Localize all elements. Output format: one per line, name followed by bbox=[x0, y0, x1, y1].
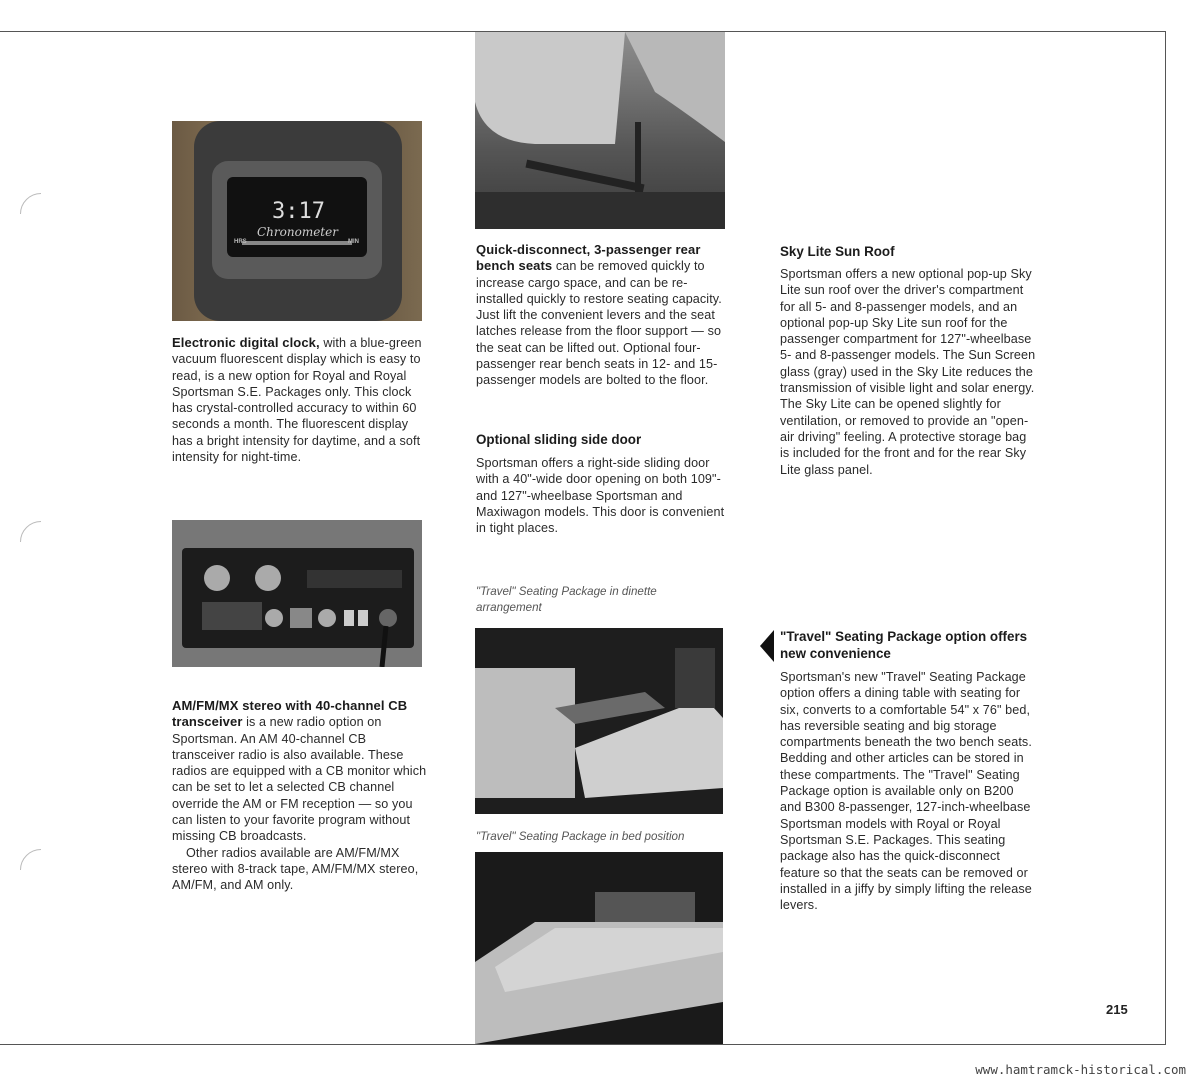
page-number: 215 bbox=[1106, 1002, 1128, 1017]
watermark-url: www.hamtramck-historical.com bbox=[975, 1062, 1186, 1077]
bed-caption: "Travel" Seating Package in bed position bbox=[476, 830, 685, 843]
page-frame-bottom bbox=[0, 1044, 1166, 1045]
dinette-illustration bbox=[475, 628, 723, 814]
binder-hole-mark bbox=[20, 521, 62, 563]
radio-description bbox=[172, 698, 432, 894]
door-heading: Optional sliding side door bbox=[476, 432, 642, 447]
bench-body: can be removed quickly to increase cargo space, and can be re-installed quickly to restore seating capacity. Just lift the convenient levers and the seat latches release from the floor support — so the seat can be lifted out. Optional four-passenger rear bench seats in 12- and 15-passenger models are bolted to the floor. bbox=[476, 259, 722, 388]
bench-lead: Quick-disconnect, 3-passenger rear bench seats bbox=[476, 242, 701, 274]
travel-heading: "Travel" Seating Package option offers new convenience bbox=[780, 629, 1028, 661]
radio-illustration bbox=[172, 520, 422, 667]
clock-hrs-label: HRS bbox=[234, 239, 247, 245]
radio-body-2: Other radios available are AM/FM/MX stereo with 8-track tape, AM/FM/MX stereo, AM/FM, and AM only. bbox=[172, 845, 419, 893]
clock-body: with a blue-green vacuum fluorescent display which is easy to read, is a new option for Royal and Royal Sportsman S.E. Packages only. This clock has crystal-controlled accuracy to within 60 seconds a month. The fluorescent display has a bright intensity for daytime, and a soft intensity for night-time. bbox=[172, 336, 422, 465]
clock-lead: Electronic digital clock, bbox=[172, 335, 320, 350]
bench-seat-illustration bbox=[475, 32, 725, 229]
binder-hole-mark bbox=[20, 849, 62, 891]
radio-photo bbox=[172, 520, 422, 667]
door-body: Sportsman offers a right-side sliding door with a 40"-wide door opening on both 109"- and 127"-wheelbase Sportsman and Maxiwagon models. This door is convenient in tight places. bbox=[476, 456, 725, 536]
radio-lead: AM/FM/MX stereo with 40-channel CB transceiver bbox=[172, 698, 408, 730]
dinette-caption: "Travel" Seating Package in dinette arrangement bbox=[476, 585, 657, 614]
bench-seat-photo bbox=[475, 32, 725, 229]
dinette-photo bbox=[475, 628, 723, 814]
clock-time-display: 3:17 bbox=[272, 199, 325, 224]
bed-illustration bbox=[475, 852, 723, 1044]
clock-min-label: MIN bbox=[348, 239, 359, 245]
section-pointer-arrow bbox=[760, 630, 774, 662]
travel-body: Sportsman's new "Travel" Seating Package option offers a dining table with seating for six, converts to a comfortable 54" x 76" bed, has reversible seating and big storage compartments beneath the two bench seats. Bedding and other articles can be stored in these compartments. The "Travel" Seating Package option is available only on B200 and B300 8-passenger, 127-inch-wheelbase Sportsman models with Royal or Royal Sportsman S.E. Packages. This seating package also has the quick-disconnect feature so that the seats can be removed or installed in a jiffy by simply lifting the release levers. bbox=[780, 670, 1032, 913]
clock-description bbox=[172, 335, 422, 465]
bench-description bbox=[476, 242, 728, 389]
bed-photo bbox=[475, 852, 723, 1044]
clock-photo bbox=[172, 121, 422, 321]
radio-body: is a new radio option on Sportsman. An AM 40-channel CB transceiver radio is also available. These radios are equipped with a CB monitor which can be set to let a selected CB channel override the AM or FM reception — so you can listen to your favorite program without missing CB broadcasts. bbox=[172, 715, 427, 844]
binder-hole-mark bbox=[20, 193, 62, 235]
sunroof-heading: Sky Lite Sun Roof bbox=[780, 244, 895, 259]
clock-brand-label: Chronometer bbox=[257, 225, 338, 239]
page-frame-right bbox=[1165, 31, 1166, 1045]
sunroof-body: Sportsman offers a new optional pop-up Sky Lite sun roof over the driver's compartment for all 5- and 8-passenger models, and an optional pop-up Sky Lite sun roof for the passenger compartment for 127"-wheelbase 5- and 8-passenger models. The Sun Screen glass (gray) used in the Sky Lite reduces the transmission of visible light and solar energy. The Sky Lite can be opened slightly for ventilation, or removed to provide an "open-air driving" feeling. A protective storage bag is included for the front and for the rear Sky Lite glass panel. bbox=[780, 267, 1036, 477]
